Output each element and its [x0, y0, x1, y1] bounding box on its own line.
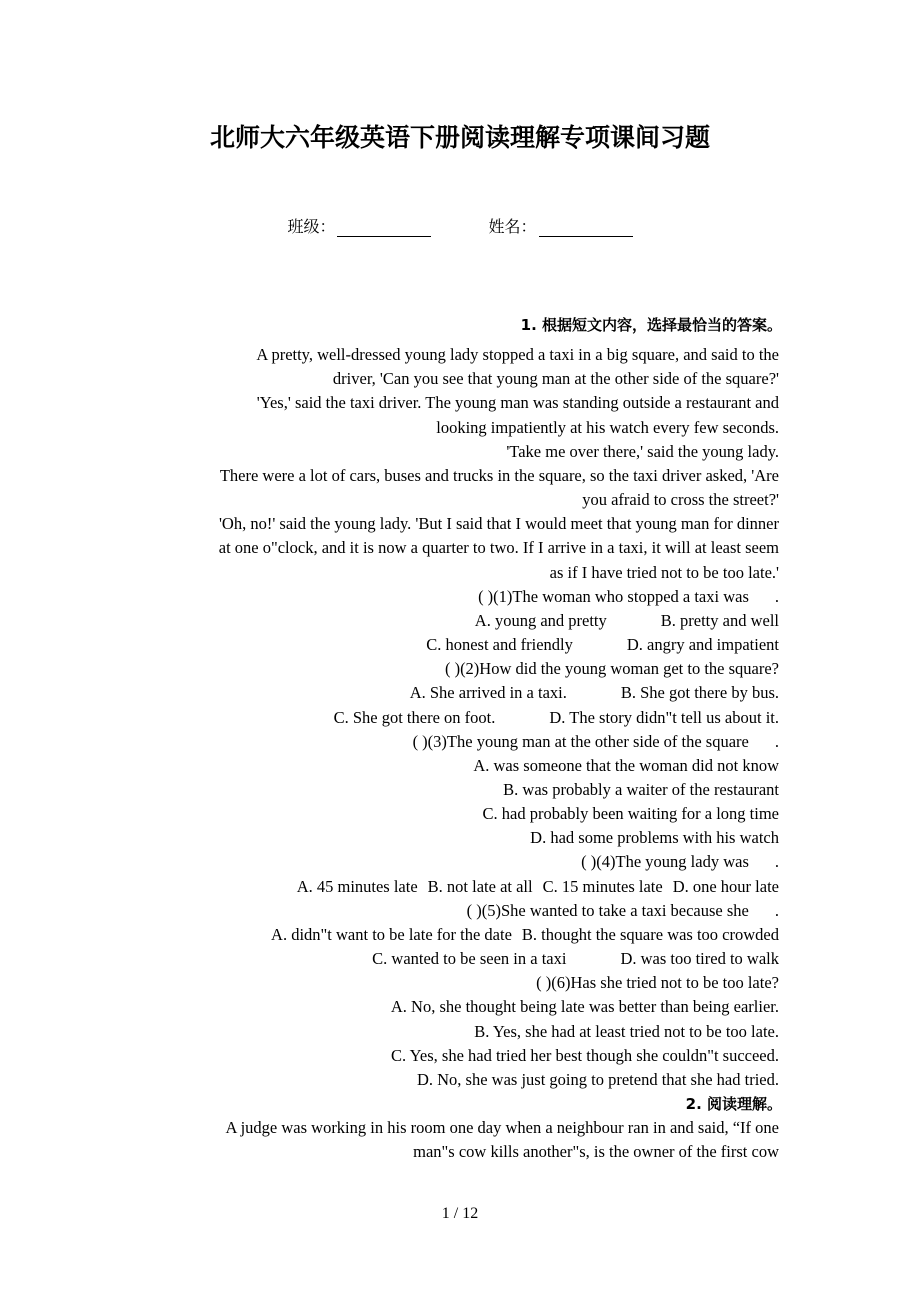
passage-line: looking impatiently at his watch every few seconds. [436, 417, 779, 437]
question-5: ( )(5)She wanted to take a taxi because she . A. didn"t want to be late for the date B. thought the square was too crowded C. wanted to be seen in a taxi D. was too tired to walk [271, 900, 779, 969]
option-b: B. thought the square was too crowded [521, 924, 779, 944]
name-label: 姓名： [488, 217, 537, 236]
question-1: ( )(1)The woman who stopped a taxi was . A. young and pretty B. pretty and well C. honest and friendly D. angry and impatient [426, 586, 779, 655]
class-blank[interactable] [337, 220, 431, 237]
option-b: B. was probably a waiter of the restaurant [503, 779, 779, 799]
page-number: 1 / 12 [441, 1205, 479, 1222]
class-field[interactable] [287, 214, 431, 237]
option-c: C. She got there on foot. [333, 707, 496, 727]
option-d: D. No, she was just going to pretend that she had tried. [416, 1069, 779, 1089]
question-stem: ( )(5)She wanted to take a taxi because she [466, 900, 749, 920]
option-d: D. one hour late [672, 876, 779, 896]
option-d: D. was too tired to walk [620, 949, 779, 969]
passage-line: 'Yes,' said the taxi driver. The young man was standing outside a restaurant and [256, 393, 779, 413]
worksheet-content [130, 313, 782, 1164]
section-1-heading: 1. 根据短文内容，选择最恰当的答案。 [520, 316, 782, 334]
student-info-row [0, 214, 920, 237]
question-4: ( )(4)The young lady was . A. 45 minutes late B. not late at all C. 15 minutes late D. one hour late [296, 852, 779, 896]
name-blank[interactable] [539, 220, 633, 237]
section-2-passage [130, 1116, 782, 1164]
option-a: A. No, she thought being late was better than being earlier. [390, 997, 779, 1017]
question-stem: ( )(3)The young man at the other side of the square [412, 731, 749, 751]
passage-line: 'Take me over there,' said the young lady. [506, 441, 779, 461]
question-stem: ( )(6)Has she tried not to be too late? [536, 973, 779, 993]
class-label: 班级： [287, 217, 336, 236]
option-a: A. didn"t want to be late for the date [271, 924, 512, 944]
option-c: C. honest and friendly [426, 635, 573, 655]
option-c: C. wanted to be seen in a taxi [372, 949, 567, 969]
section-1-passage [130, 343, 782, 585]
passage-line: as if I have tried not to be too late.' [549, 562, 779, 582]
option-b: B. She got there by bus. [620, 683, 779, 703]
passage-line: you afraid to cross the street?' [582, 490, 779, 510]
option-a: A. 45 minutes late [296, 876, 418, 896]
passage-line: man"s cow kills another"s, is the owner of the first cow [413, 1142, 779, 1162]
passage-line: driver, 'Can you see that young man at the other side of the square?' [332, 369, 779, 389]
option-b: B. pretty and well [660, 610, 779, 630]
passage-line: There were a lot of cars, buses and trucks in the square, so the taxi driver asked, 'Are [219, 465, 779, 485]
page-title: 北师大六年级英语下册阅读理解专项课间习题 [209, 123, 710, 152]
option-c: C. had probably been waiting for a long time [482, 804, 779, 824]
question-3: ( )(3)The young man at the other side of the square . A. was someone that the woman did not know B. was probably a waiter of the restaurant C. had probably been waiting for a long time D. had some problems with his watch [130, 730, 782, 851]
option-a: A. She arrived in a taxi. [409, 683, 567, 703]
passage-line: A pretty, well-dressed young lady stopped a taxi in a big square, and said to the [256, 345, 779, 365]
option-b: B. not late at all [427, 876, 533, 896]
question-2 [130, 657, 782, 729]
section-2-heading: 2. 阅读理解。 [685, 1095, 782, 1113]
option-a: A. was someone that the woman did not know [473, 755, 779, 775]
passage-line: A judge was working in his room one day when a neighbour ran in and said, “If one [225, 1118, 779, 1138]
question-stem: ( )(4)The young lady was [581, 852, 749, 872]
passage-line: 'Oh, no!' said the young lady. 'But I said that I would meet that young man for dinner [218, 514, 779, 534]
option-d: D. angry and impatient [626, 635, 779, 655]
option-d: D. had some problems with his watch [530, 828, 779, 848]
question-stem: ( )(1)The woman who stopped a taxi was [478, 586, 749, 606]
question-stem: ( )(2)How did the young woman get to the square? [444, 659, 779, 679]
option-a: A. young and pretty [474, 610, 607, 630]
option-c: C. 15 minutes late [542, 876, 663, 896]
option-b: B. Yes, she had at least tried not to be too late. [474, 1021, 779, 1041]
option-d: D. The story didn"t tell us about it. [549, 707, 779, 727]
name-field[interactable] [489, 214, 633, 237]
passage-line: at one o"clock, and it is now a quarter to two. If I arrive in a taxi, it will at least seem [218, 538, 779, 558]
option-c: C. Yes, she had tried her best though she couldn"t succeed. [391, 1045, 779, 1065]
question-6 [130, 971, 782, 1092]
